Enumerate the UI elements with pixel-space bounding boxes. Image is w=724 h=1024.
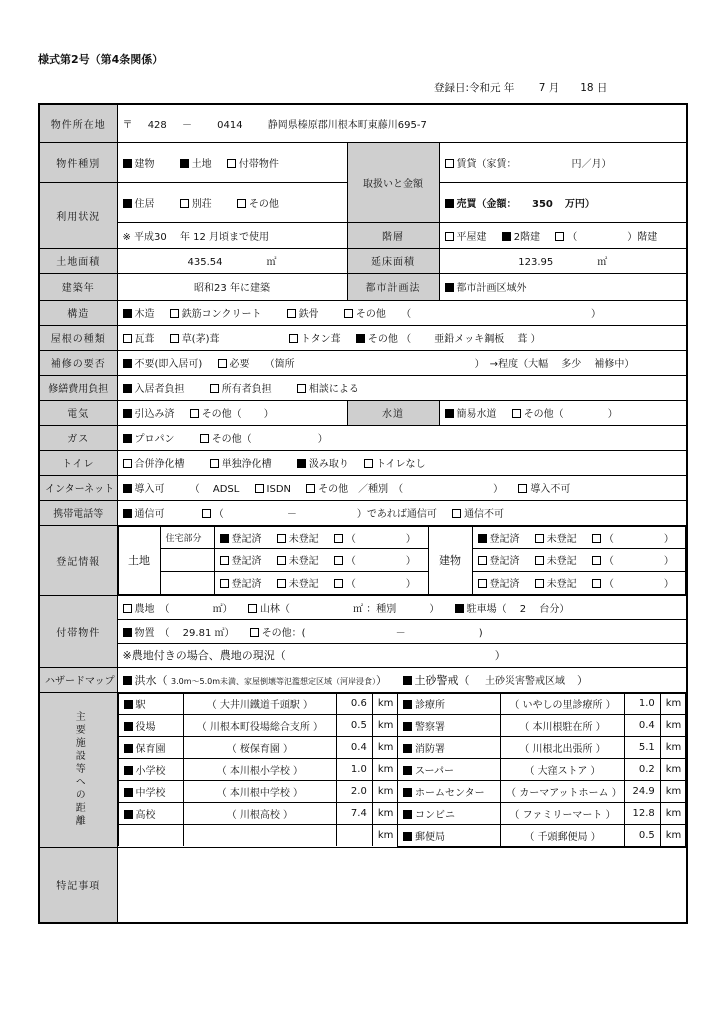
- checkbox-unchecked[interactable]: [248, 604, 257, 613]
- facility-detail: （ 川根高校 ）: [183, 802, 336, 824]
- internet-label: インターネット: [39, 475, 117, 500]
- facility-unit: km: [660, 759, 685, 781]
- checkbox-checked[interactable]: [403, 744, 412, 753]
- form-number: 様式第2号（第4条関係）: [38, 53, 164, 66]
- roof-options: 瓦葺 草(茅)葺 トタン葺 その他 （ 亜鉛メッキ鋼板 葺 ）: [117, 325, 687, 350]
- built-year-value: 昭和23 年に建築: [117, 273, 347, 300]
- checkbox-unchecked[interactable]: [277, 556, 286, 565]
- city-plan-label: 都市計画法: [347, 273, 439, 300]
- floors-label: 階層: [347, 222, 439, 248]
- checkbox-unchecked[interactable]: [250, 628, 259, 637]
- type-options: 建物 土地 付帯物件: [117, 142, 347, 182]
- checkbox-unchecked[interactable]: [344, 309, 353, 318]
- checkbox-checked[interactable]: [123, 484, 132, 493]
- facility-unit: km: [660, 780, 685, 802]
- mobile-options: 通信可 （ － ）であれば通信可 通信不可: [117, 500, 687, 525]
- repair-need-label: 補修の要否: [39, 350, 117, 375]
- attached-row-2: 物置 （ 29.81 ㎡） その他：( － ): [117, 619, 687, 643]
- facility-name: 駅: [118, 693, 183, 715]
- facility-name: スーパー: [398, 759, 501, 781]
- checkbox-checked[interactable]: [124, 744, 133, 753]
- checkbox-unchecked[interactable]: [518, 484, 527, 493]
- checkbox-unchecked[interactable]: [334, 579, 343, 588]
- facility-distance: 7.4: [337, 802, 373, 824]
- checkbox-checked[interactable]: [123, 159, 132, 168]
- checkbox-unchecked[interactable]: [512, 409, 521, 418]
- facility-name: 高校: [118, 802, 183, 824]
- checkbox-checked[interactable]: [445, 199, 454, 208]
- property-form-table: [38, 103, 688, 924]
- facility-detail: （ カーマアットホーム ）: [501, 780, 625, 802]
- checkbox-checked[interactable]: [403, 766, 412, 775]
- facilities-label: 主要施設等への距離: [39, 692, 117, 847]
- usage-label: 利用状況: [39, 182, 117, 248]
- checkbox-checked[interactable]: [403, 676, 412, 685]
- checkbox-unchecked[interactable]: [297, 384, 306, 393]
- attached-label: 付帯物件: [39, 595, 117, 667]
- checkbox-unchecked[interactable]: [592, 534, 601, 543]
- checkbox-unchecked[interactable]: [592, 579, 601, 588]
- checkbox-unchecked[interactable]: [180, 199, 189, 208]
- roof-label: 屋根の種類: [39, 325, 117, 350]
- facility-unit: km: [372, 824, 397, 846]
- facility-name: 小学校: [118, 759, 183, 781]
- toilet-label: トイレ: [39, 450, 117, 475]
- facility-row: [118, 780, 686, 802]
- checkbox-checked[interactable]: [123, 409, 132, 418]
- checkbox-checked[interactable]: [478, 534, 487, 543]
- checkbox-unchecked[interactable]: [277, 579, 286, 588]
- facility-unit: km: [372, 759, 397, 781]
- checkbox-unchecked[interactable]: [306, 484, 315, 493]
- repair-need-options: 不要(即入居可) 必要 （箇所 ） →程度（大幅 多少 補修中）: [117, 350, 687, 375]
- floor-area-value: 123.95 ㎡: [439, 248, 687, 273]
- facility-distance: 0.4: [625, 715, 661, 737]
- remarks-label: 特記事項: [39, 847, 117, 923]
- checkbox-unchecked[interactable]: [210, 384, 219, 393]
- water-options: 簡易水道 その他（ ）: [439, 400, 687, 425]
- facility-unit: km: [372, 715, 397, 737]
- checkbox-checked[interactable]: [403, 832, 412, 841]
- structure-options: 木造 鉄筋コンクリート 鉄骨 その他 （ ）: [117, 300, 687, 325]
- checkbox-unchecked[interactable]: [334, 534, 343, 543]
- checkbox-unchecked[interactable]: [123, 459, 132, 468]
- facility-detail: （ 川根北出張所 ）: [501, 737, 625, 759]
- checkbox-checked[interactable]: [124, 766, 133, 775]
- checkbox-unchecked[interactable]: [170, 334, 179, 343]
- facility-name: 中学校: [118, 780, 183, 802]
- rent-field: 賃貸（家賃： 円／月）: [439, 142, 687, 182]
- checkbox-checked[interactable]: [455, 604, 464, 613]
- facility-detail: （ 本川根駐在所 ）: [501, 715, 625, 737]
- facility-detail: （ 川根本町役場総合支所 ）: [183, 715, 336, 737]
- facility-distance: [337, 824, 373, 846]
- facility-distance: 0.5: [337, 715, 373, 737]
- type-label: 物件種別: [39, 142, 117, 182]
- checkbox-unchecked[interactable]: [555, 232, 564, 241]
- sale-field: 売買（金額： 350 万円）: [439, 182, 687, 222]
- facility-row: [118, 802, 686, 824]
- checkbox-checked[interactable]: [220, 534, 229, 543]
- checkbox-unchecked[interactable]: [289, 334, 298, 343]
- facility-row: [118, 715, 686, 737]
- checkbox-unchecked[interactable]: [478, 556, 487, 565]
- checkbox-checked[interactable]: [123, 676, 132, 685]
- facility-unit: km: [372, 802, 397, 824]
- checkbox-unchecked[interactable]: [478, 579, 487, 588]
- checkbox-checked[interactable]: [124, 788, 133, 797]
- facility-distance: 0.2: [625, 759, 661, 781]
- facility-name: ホームセンター: [398, 780, 501, 802]
- gas-label: ガス: [39, 425, 117, 450]
- postal-code-1: 428: [147, 119, 167, 131]
- facility-unit: km: [372, 780, 397, 802]
- registry-land-label: 土地: [118, 526, 160, 594]
- facility-distance: 0.6: [337, 693, 373, 715]
- facility-row: [118, 759, 686, 781]
- checkbox-checked[interactable]: [123, 309, 132, 318]
- facility-unit: km: [660, 824, 685, 846]
- farm-note: ※農地付きの場合、農地の現況（ ）: [117, 643, 687, 667]
- facility-detail: （ いやしの里診療所 ）: [501, 693, 625, 715]
- registration-date: 登録日:令和元 年 7 月 18 日: [434, 82, 608, 94]
- checkbox-checked[interactable]: [502, 232, 511, 241]
- hazard-label: ハザードマップ: [39, 667, 117, 692]
- gas-options: プロパン その他（ ）: [117, 425, 687, 450]
- checkbox-unchecked[interactable]: [364, 459, 373, 468]
- facility-detail: [183, 824, 336, 846]
- checkbox-checked[interactable]: [123, 199, 132, 208]
- facility-row: [118, 737, 686, 759]
- facility-row: [118, 824, 686, 846]
- facility-name: 診療所: [398, 693, 501, 715]
- checkbox-unchecked[interactable]: [535, 556, 544, 565]
- location-value: 〒 428 － 0414 静岡県榛原郡川根本町東藤川695-7: [117, 104, 687, 142]
- toilet-options: 合併浄化槽 単独浄化槽 汲み取り トイレなし: [117, 450, 687, 475]
- registry-label: 登記情報: [39, 525, 117, 595]
- checkbox-unchecked[interactable]: [210, 459, 219, 468]
- remarks-field[interactable]: [117, 847, 687, 923]
- registry-residential-label: 住宅部分: [160, 526, 214, 549]
- checkbox-checked[interactable]: [445, 283, 454, 292]
- postal-code-2: 0414: [217, 119, 243, 131]
- checkbox-unchecked[interactable]: [255, 484, 264, 493]
- facility-detail: （ 桜保育園 ）: [183, 737, 336, 759]
- checkbox-checked[interactable]: [124, 700, 133, 709]
- checkbox-unchecked[interactable]: [123, 604, 132, 613]
- checkbox-unchecked[interactable]: [277, 534, 286, 543]
- checkbox-unchecked[interactable]: [334, 556, 343, 565]
- registry-building-label: 建物: [428, 526, 472, 594]
- structure-label: 構造: [39, 300, 117, 325]
- checkbox-checked[interactable]: [403, 810, 412, 819]
- facility-distance: 0.4: [337, 737, 373, 759]
- facility-name: [118, 824, 183, 846]
- checkbox-unchecked[interactable]: [535, 534, 544, 543]
- facility-detail: （ 大窪ストア ）: [501, 759, 625, 781]
- checkbox-checked[interactable]: [123, 628, 132, 637]
- facility-distance: 5.1: [625, 737, 661, 759]
- facility-name: コンビニ: [398, 802, 501, 824]
- checkbox-checked[interactable]: [403, 700, 412, 709]
- floor-area-label: 延床面積: [347, 248, 439, 273]
- checkbox-checked[interactable]: [124, 810, 133, 819]
- facilities-block: [117, 692, 687, 847]
- checkbox-checked[interactable]: [123, 509, 132, 518]
- checkbox-checked[interactable]: [356, 334, 365, 343]
- checkbox-unchecked[interactable]: [237, 199, 246, 208]
- mobile-label: 携帯電話等: [39, 500, 117, 525]
- checkbox-unchecked[interactable]: [445, 159, 454, 168]
- checkbox-unchecked[interactable]: [220, 579, 229, 588]
- facility-name: 消防署: [398, 737, 501, 759]
- electric-options: 引込み済 その他（ ）: [117, 400, 347, 425]
- facility-name: 郵便局: [398, 824, 501, 846]
- facility-distance: 24.9: [625, 780, 661, 802]
- checkbox-unchecked[interactable]: [123, 334, 132, 343]
- internet-options: 導入可 （ ADSL ISDN その他 ／種別 （ ） 導入不可: [117, 475, 687, 500]
- checkbox-checked[interactable]: [123, 384, 132, 393]
- checkbox-unchecked[interactable]: [220, 556, 229, 565]
- checkbox-unchecked[interactable]: [200, 434, 209, 443]
- repair-cost-options: 入居者負担 所有者負担 相談による: [117, 375, 687, 400]
- facility-name: 保育園: [118, 737, 183, 759]
- usage-options: 住居 別荘 その他: [117, 182, 347, 222]
- facility-row: [118, 693, 686, 715]
- floors-options: 平屋建 2階建 （ ）階建: [439, 222, 687, 248]
- checkbox-unchecked[interactable]: [445, 232, 454, 241]
- usage-note: ※ 平成30 年 12 月頃まで使用: [117, 222, 347, 248]
- checkbox-unchecked[interactable]: [592, 556, 601, 565]
- facility-unit: km: [660, 715, 685, 737]
- checkbox-unchecked[interactable]: [170, 309, 179, 318]
- deal-label: 取扱いと金額: [347, 142, 439, 222]
- checkbox-checked[interactable]: [123, 359, 132, 368]
- facility-distance: 2.0: [337, 780, 373, 802]
- checkbox-unchecked[interactable]: [227, 159, 236, 168]
- city-plan-value: 都市計画区域外: [439, 273, 687, 300]
- facility-unit: km: [660, 802, 685, 824]
- checkbox-checked[interactable]: [297, 459, 306, 468]
- facility-distance: 1.0: [625, 693, 661, 715]
- land-area-value: 435.54 ㎡: [117, 248, 347, 273]
- facility-unit: km: [660, 737, 685, 759]
- repair-cost-label: 修繕費用負担: [39, 375, 117, 400]
- checkbox-unchecked[interactable]: [287, 309, 296, 318]
- facility-distance: 0.5: [625, 824, 661, 846]
- checkbox-unchecked[interactable]: [218, 359, 227, 368]
- facility-distance: 12.8: [625, 802, 661, 824]
- checkbox-checked[interactable]: [124, 722, 133, 731]
- facility-unit: km: [372, 737, 397, 759]
- facility-unit: km: [372, 693, 397, 715]
- checkbox-checked[interactable]: [403, 788, 412, 797]
- checkbox-unchecked[interactable]: [535, 579, 544, 588]
- checkbox-unchecked[interactable]: [202, 509, 211, 518]
- built-year-label: 建築年: [39, 273, 117, 300]
- facility-detail: （ 大井川鐵道千頭駅 ）: [183, 693, 336, 715]
- address-text: 静岡県榛原郡川根本町東藤川695-7: [267, 119, 427, 131]
- electric-label: 電気: [39, 400, 117, 425]
- hazard-options: 洪水（ 3.0m～5.0m未満、家屋倒壊等氾濫想定区域（河岸浸食）） 土砂警戒（ 土砂災害警戒区域 ）: [117, 667, 687, 692]
- attached-row-1: 農地 （ ㎡） 山林（ ㎡ ：種別 ） 駐車場（ 2 台分）: [117, 595, 687, 619]
- facility-name: 警察署: [398, 715, 501, 737]
- facility-detail: （ 本川根小学校 ）: [183, 759, 336, 781]
- sale-amount: 350: [531, 198, 553, 210]
- checkbox-unchecked[interactable]: [190, 409, 199, 418]
- facility-distance: 1.0: [337, 759, 373, 781]
- facility-detail: （ ファミリーマート ）: [501, 802, 625, 824]
- land-area-label: 土地面積: [39, 248, 117, 273]
- checkbox-checked[interactable]: [180, 159, 189, 168]
- facility-detail: （ 千頭郵便局 ）: [501, 824, 625, 846]
- registry-block: 土地 住宅部分 登記済 未登記 （ ） 建物 登記済 未登記 （ ） 登記済 未登記 （ ） 登記済 未登記 （ ） 登記済 未登記 （ ） 登記済 未登記 （ ）: [117, 525, 687, 595]
- facility-detail: （ 本川根中学校 ）: [183, 780, 336, 802]
- facility-name: 役場: [118, 715, 183, 737]
- checkbox-unchecked[interactable]: [452, 509, 461, 518]
- location-label: 物件所在地: [39, 104, 117, 142]
- checkbox-checked[interactable]: [123, 434, 132, 443]
- water-label: 水道: [347, 400, 439, 425]
- checkbox-checked[interactable]: [445, 409, 454, 418]
- facility-unit: km: [660, 693, 685, 715]
- checkbox-checked[interactable]: [403, 722, 412, 731]
